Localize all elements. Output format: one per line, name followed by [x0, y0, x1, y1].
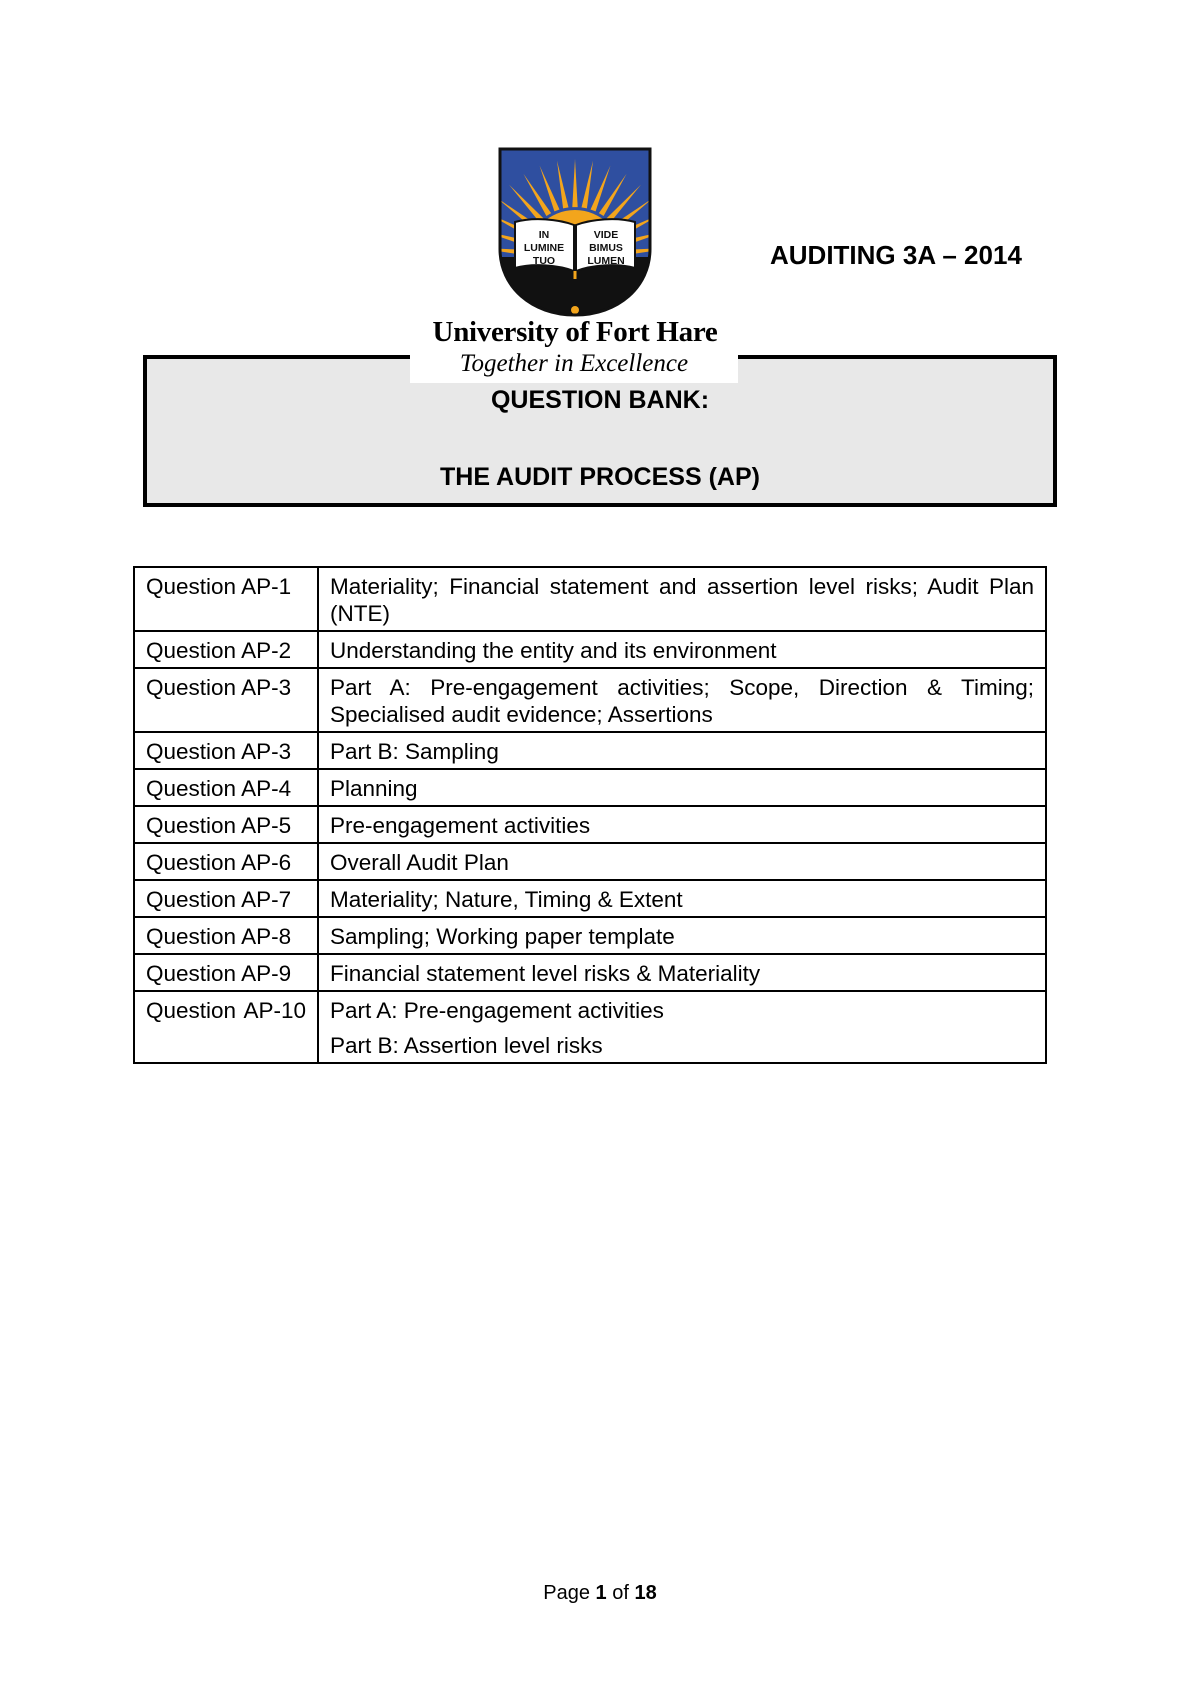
- question-cell: Question AP-5: [134, 806, 318, 843]
- question-cell: Question AP-2: [134, 631, 318, 668]
- topic-cell: Materiality; Financial statement and assertion level risks; Audit Plan (NTE): [318, 567, 1046, 631]
- table-row: [134, 917, 1046, 954]
- question-cell: Question AP-4: [134, 769, 318, 806]
- page-of-label: of: [612, 1582, 629, 1604]
- topic-cell: Materiality; Nature, Timing & Extent: [318, 880, 1046, 917]
- topic-line: Part B: Assertion level risks: [330, 1033, 603, 1058]
- crest-text-right-2: BIMUS: [589, 242, 623, 254]
- university-motto: Together in Excellence: [459, 350, 689, 377]
- page-number-footer: [0, 1582, 1200, 1605]
- topic-cell: Planning: [318, 769, 1046, 806]
- question-cell: Question AP-10: [134, 991, 318, 1063]
- table-row: [134, 732, 1046, 769]
- question-cell: Question AP-9: [134, 954, 318, 991]
- crest-text-left-1: IN: [538, 229, 550, 241]
- table-row: [134, 668, 1046, 732]
- table-row: [134, 631, 1046, 668]
- question-cell: Question AP-7: [134, 880, 318, 917]
- table-row: [134, 769, 1046, 806]
- question-bank-title: QUESTION BANK:: [490, 386, 710, 414]
- university-name: University of Fort Hare: [432, 316, 718, 348]
- topic-line: Part A: Pre-engagement activities: [330, 998, 664, 1023]
- question-cell: Question AP-3: [134, 668, 318, 732]
- topic-cell: Sampling; Working paper template: [318, 917, 1046, 954]
- current-page: 1: [595, 1582, 607, 1604]
- table-row: [134, 567, 1046, 631]
- question-cell: Question AP-6: [134, 843, 318, 880]
- topic-cell: Pre-engagement activities: [318, 806, 1046, 843]
- question-bank-subtitle: THE AUDIT PROCESS (AP): [440, 463, 760, 491]
- crest-text-left-3: TUO: [532, 255, 556, 267]
- crest-text-right-3: LUMEN: [587, 255, 625, 267]
- table-row: [134, 843, 1046, 880]
- question-cell: Question AP-1: [134, 567, 318, 631]
- question-cell: Question AP-8: [134, 917, 318, 954]
- topic-cell: Part B: Sampling: [318, 732, 1046, 769]
- topic-cell: Part A: Pre-engagement activities; Scope, Direction & Timing; Specialised audit evidence; Assertions: [318, 668, 1046, 732]
- topic-cell: Understanding the entity and its environment: [318, 631, 1046, 668]
- table-row: [134, 954, 1046, 991]
- crest-text-left-2: LUMINE: [523, 242, 565, 254]
- table-row: [134, 806, 1046, 843]
- question-cell: Question AP-3: [134, 732, 318, 769]
- topic-cell: [318, 991, 1046, 1063]
- question-index-table: [133, 566, 1047, 1064]
- crest-text-right-1: VIDE: [593, 229, 619, 241]
- topic-cell: Overall Audit Plan: [318, 843, 1046, 880]
- table-row: [134, 880, 1046, 917]
- course-title: AUDITING 3A – 2014: [770, 240, 1022, 270]
- topic-cell: Financial statement level risks & Materiality: [318, 954, 1046, 991]
- page-label: Page: [543, 1582, 590, 1604]
- table-row: [134, 991, 1046, 1063]
- total-pages: 18: [634, 1582, 657, 1604]
- university-crest-logo: [498, 147, 652, 317]
